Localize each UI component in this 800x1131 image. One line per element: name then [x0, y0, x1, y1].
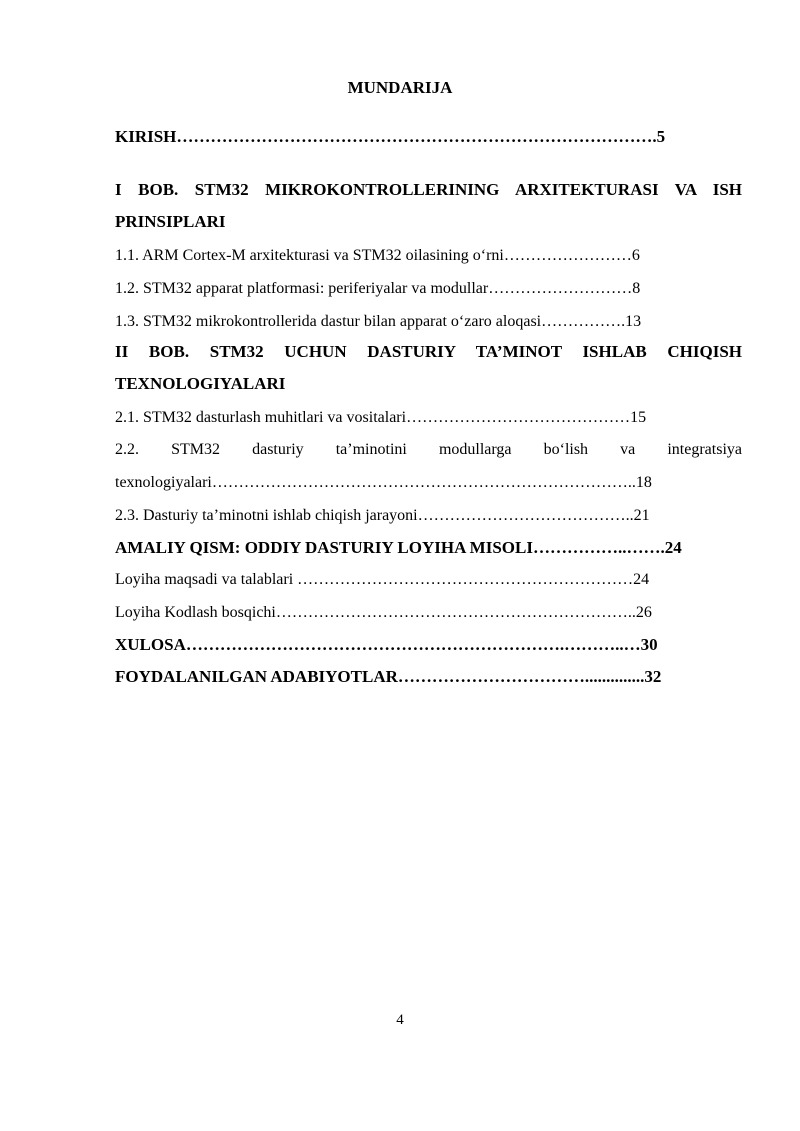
- toc-chapter-1-heading-cont: PRINSIPLARI: [115, 212, 226, 231]
- toc-chapter-1-heading: I BOB. STM32 MIKROKONTROLLERINING ARXITEKTURASI VA ISH: [115, 180, 742, 199]
- toc-entry-2-1: 2.1. STM32 dasturlash muhitlari va vositalari……………………………………15: [115, 409, 647, 426]
- toc-entry-kirish: KIRISH………………………………………………………………………….5: [115, 127, 666, 146]
- toc-entry-amaliy-qism: AMALIY QISM: ODDIY DASTURIY LOYIHA MISOLI……………..…….24: [115, 538, 682, 557]
- toc-entry-loyiha-kodlash: Loyiha Kodlash bosqichi…………………………………………………………..26: [115, 604, 652, 621]
- toc-entry-1-3: 1.3. STM32 mikrokontrollerida dastur bilan apparat o‘zaro aloqasi…………….13: [115, 313, 642, 330]
- toc-chapter-2-heading-cont: TEXNOLOGIYALARI: [115, 374, 286, 393]
- toc-entry-1-1: 1.1. ARM Cortex-M arxitekturasi va STM32 oilasining o‘rni……………………6: [115, 247, 640, 264]
- toc-entry-loyiha-maqsadi: Loyiha maqsadi va talablari ………………………………………………………24: [115, 571, 650, 588]
- toc-entry-adabiyotlar: FOYDALANILGAN ADABIYOTLAR……………………………..............32: [115, 667, 662, 686]
- toc-entry-2-2: 2.2. STM32 dasturiy ta’minotini modullarga bo‘lish va integratsiya: [115, 441, 742, 458]
- toc-chapter-2-heading: II BOB. STM32 UCHUN DASTURIY TA’MINOT ISHLAB CHIQISH: [115, 342, 742, 361]
- toc-entry-2-3: 2.3. Dasturiy ta’minotni ishlab chiqish jarayoni…………………………………..21: [115, 507, 650, 524]
- toc-entry-2-2-cont: texnologiyalari……………………………………………………………………..18: [115, 474, 652, 491]
- toc-entry-xulosa: XULOSA………………………………………………………….………..…30: [115, 635, 658, 654]
- page-title: MUNDARIJA: [347, 78, 453, 97]
- toc-entry-1-2: 1.2. STM32 apparat platformasi: periferiyalar va modullar………………………8: [115, 280, 641, 297]
- page-number: 4: [396, 1012, 404, 1028]
